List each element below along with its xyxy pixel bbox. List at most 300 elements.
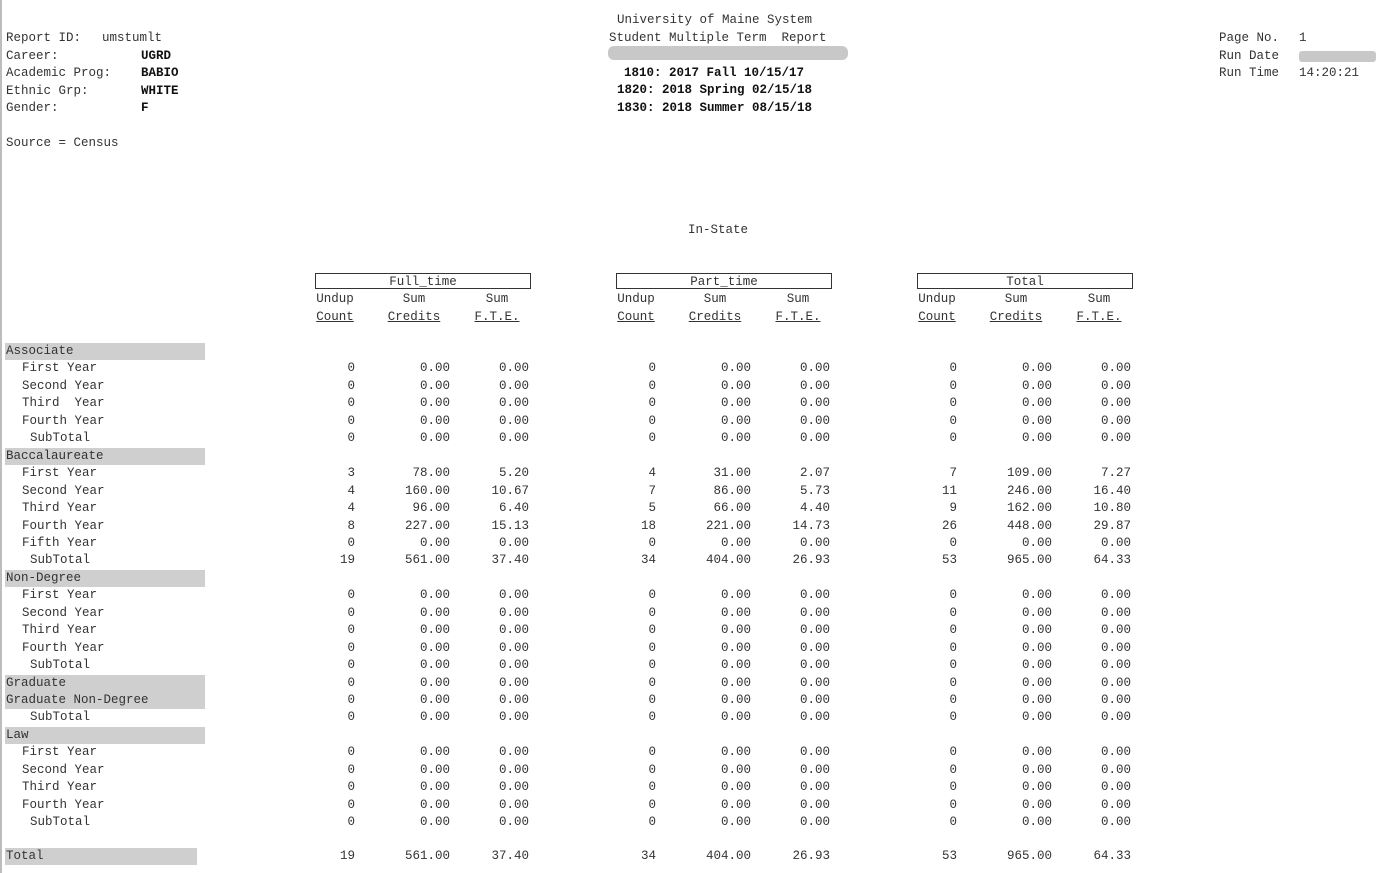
cell-value: 0.00 xyxy=(720,780,751,795)
cell-value: 0.00 xyxy=(419,396,450,411)
cell-value: 78.00 xyxy=(412,466,450,481)
table-row xyxy=(0,483,1381,501)
cell-value: 3 xyxy=(347,466,355,481)
cell-value: 561.00 xyxy=(404,553,450,568)
category-row xyxy=(0,448,1381,466)
cell-value: 0 xyxy=(949,693,957,707)
cell-value: 53 xyxy=(941,553,957,568)
subtotal-row xyxy=(0,430,1381,448)
cell-value: 16.40 xyxy=(1093,483,1131,498)
cell-value: 0.00 xyxy=(720,605,751,620)
cell-value: 0 xyxy=(347,815,355,830)
cell-value: 5.73 xyxy=(799,483,830,498)
cell-value: 0 xyxy=(347,780,355,795)
category-row xyxy=(0,692,1381,710)
cell-value: 0 xyxy=(949,378,957,393)
cell-value: 15.13 xyxy=(491,518,529,533)
total-row xyxy=(0,848,1381,866)
table-row xyxy=(0,413,1381,431)
cell-value: 0 xyxy=(648,431,656,446)
table-row xyxy=(0,518,1381,536)
header-field-value: WHITE xyxy=(141,83,179,98)
cell-value: 26.93 xyxy=(792,849,830,863)
cell-value: 0.00 xyxy=(419,431,450,446)
cell-value: 0.00 xyxy=(1100,762,1131,777)
row-label: Second Year xyxy=(22,762,105,777)
table-row xyxy=(0,744,1381,762)
cell-value: 0.00 xyxy=(419,693,450,707)
cell-value: 0 xyxy=(347,658,355,673)
cell-value: 0 xyxy=(648,396,656,411)
cell-value: 0.00 xyxy=(1100,605,1131,620)
row-label: Second Year xyxy=(22,483,105,498)
cell-value: 0.00 xyxy=(419,605,450,620)
row-label: Graduate Non-Degree xyxy=(6,693,149,707)
cell-value: 0.00 xyxy=(419,623,450,638)
row-label: Graduate xyxy=(6,675,67,690)
cell-value: 7.27 xyxy=(1100,466,1131,481)
cell-value: 0 xyxy=(648,675,656,690)
cell-value: 0.00 xyxy=(498,675,529,690)
header-field-label: Academic Prog: xyxy=(6,66,112,80)
cell-value: 0.00 xyxy=(799,797,830,812)
row-label: SubTotal xyxy=(30,431,91,446)
category-row xyxy=(0,727,1381,745)
cell-value: 37.40 xyxy=(491,849,529,863)
cell-value: 0 xyxy=(347,605,355,620)
cell-value: 162.00 xyxy=(1006,501,1052,516)
cell-value: 0.00 xyxy=(498,396,529,411)
cell-value: 0.00 xyxy=(799,658,830,673)
cell-value: 0.00 xyxy=(799,378,830,393)
cell-value: 53 xyxy=(941,849,957,863)
cell-value: 0.00 xyxy=(419,378,450,393)
cell-value: 0.00 xyxy=(498,431,529,446)
cell-value: 18 xyxy=(640,518,656,533)
table-row xyxy=(0,587,1381,605)
cell-value: 0.00 xyxy=(799,431,830,446)
cell-value: 0.00 xyxy=(1100,745,1131,760)
column-header-top: Undup xyxy=(617,292,655,306)
row-label: Third Year xyxy=(22,623,98,638)
cell-value: 0.00 xyxy=(1100,413,1131,428)
cell-value: 11 xyxy=(941,483,957,498)
cell-value: 0 xyxy=(949,675,957,690)
column-header-top: Undup xyxy=(316,292,354,306)
cell-value: 0.00 xyxy=(498,623,529,638)
cell-value: 0.00 xyxy=(799,710,830,725)
cell-value: 0.00 xyxy=(1100,797,1131,812)
cell-value: 0.00 xyxy=(498,797,529,812)
cell-value: 10.67 xyxy=(491,483,529,498)
column-header-bottom: Count xyxy=(617,310,655,324)
cell-value: 37.40 xyxy=(491,553,529,568)
subtotal-row xyxy=(0,657,1381,675)
cell-value: 0.00 xyxy=(720,623,751,638)
cell-value: 7 xyxy=(949,466,957,481)
cell-value: 0 xyxy=(949,797,957,812)
column-header-top: Sum xyxy=(786,292,810,306)
cell-value: 0.00 xyxy=(498,815,529,830)
cell-value: 0.00 xyxy=(498,378,529,393)
cell-value: 0 xyxy=(347,693,355,707)
header-field-value: BABIO xyxy=(141,66,179,80)
row-label: Law xyxy=(6,727,29,742)
subtotal-row xyxy=(0,709,1381,727)
category-row xyxy=(0,675,1381,693)
cell-value: 0.00 xyxy=(799,640,830,655)
cell-value: 0.00 xyxy=(1021,815,1052,830)
cell-value: 0.00 xyxy=(720,745,751,760)
cell-value: 0 xyxy=(949,431,957,446)
cell-value: 0.00 xyxy=(1021,605,1052,620)
cell-value: 0.00 xyxy=(1021,431,1052,446)
cell-value: 0 xyxy=(648,762,656,777)
row-label: Fourth Year xyxy=(22,797,105,812)
row-label: Associate xyxy=(6,344,74,358)
cell-value: 0.00 xyxy=(799,605,830,620)
cell-value: 0.00 xyxy=(498,780,529,795)
cell-value: 19 xyxy=(339,849,355,863)
cell-value: 0.00 xyxy=(498,361,529,376)
cell-value: 0.00 xyxy=(419,640,450,655)
cell-value: 0.00 xyxy=(1100,710,1131,725)
row-label: Fourth Year xyxy=(22,640,105,655)
cell-value: 0.00 xyxy=(1100,588,1131,603)
cell-value: 0.00 xyxy=(1021,535,1052,550)
cell-value: 64.33 xyxy=(1093,553,1131,568)
cell-value: 0 xyxy=(949,413,957,428)
header-field-label: Ethnic Grp: xyxy=(6,83,89,98)
cell-value: 221.00 xyxy=(705,518,751,533)
cell-value: 0 xyxy=(347,535,355,550)
column-header-top: Sum xyxy=(485,292,509,306)
column-header-top: Sum xyxy=(1004,292,1028,306)
cell-value: 0 xyxy=(347,431,355,446)
cell-value: 0 xyxy=(347,396,355,411)
group-header-total: Total xyxy=(917,273,1133,289)
cell-value: 0.00 xyxy=(419,762,450,777)
cell-value: 0 xyxy=(648,623,656,638)
cell-value: 9 xyxy=(949,501,957,516)
cell-value: 0.00 xyxy=(1021,745,1052,760)
cell-value: 0 xyxy=(949,396,957,411)
cell-value: 0.00 xyxy=(1100,431,1131,446)
cell-value: 0.00 xyxy=(1021,658,1052,673)
cell-value: 0.00 xyxy=(720,535,751,550)
cell-value: 0.00 xyxy=(720,361,751,376)
cell-value: 5 xyxy=(648,501,656,516)
cell-value: 0.00 xyxy=(799,762,830,777)
row-label: SubTotal xyxy=(30,658,91,673)
row-label: Third Year xyxy=(22,501,98,516)
column-header-bottom: F.T.E. xyxy=(775,310,821,324)
table-row xyxy=(0,797,1381,815)
cell-value: 0 xyxy=(949,623,957,638)
cell-value: 0 xyxy=(648,378,656,393)
row-label: First Year xyxy=(22,466,98,481)
cell-value: 0.00 xyxy=(1100,623,1131,638)
cell-value: 0.00 xyxy=(720,588,751,603)
row-label: Baccalaureate xyxy=(6,448,104,463)
term-line-1: 1810: 2017 Fall 10/15/17 xyxy=(624,66,805,80)
cell-value: 0.00 xyxy=(419,815,450,830)
term-line-3: 1830: 2018 Summer 08/15/18 xyxy=(617,101,813,115)
row-label: Fifth Year xyxy=(22,535,98,550)
cell-value: 0.00 xyxy=(498,588,529,603)
cell-value: 448.00 xyxy=(1006,518,1052,533)
cell-value: 0 xyxy=(648,605,656,620)
cell-value: 34 xyxy=(640,849,656,863)
cell-value: 0 xyxy=(949,815,957,830)
cell-value: 0.00 xyxy=(1100,378,1131,393)
cell-value: 0 xyxy=(648,361,656,376)
cell-value: 0.00 xyxy=(799,780,830,795)
cell-value: 14.73 xyxy=(792,518,830,533)
cell-value: 0.00 xyxy=(720,640,751,655)
row-label: SubTotal xyxy=(30,553,91,568)
header-field-value: UGRD xyxy=(141,48,172,63)
row-label: First Year xyxy=(22,361,98,376)
cell-value: 561.00 xyxy=(404,849,450,863)
cell-value: 0.00 xyxy=(1021,378,1052,393)
cell-value: 0 xyxy=(949,745,957,760)
cell-value: 0.00 xyxy=(498,710,529,725)
cell-value: 0.00 xyxy=(498,762,529,777)
cell-value: 965.00 xyxy=(1006,553,1052,568)
report-subtitle: Student Multiple Term Report xyxy=(609,31,827,45)
cell-value: 64.33 xyxy=(1093,849,1131,863)
subtotal-row xyxy=(0,814,1381,832)
cell-value: 246.00 xyxy=(1006,483,1052,498)
group-header-part-time: Part_time xyxy=(616,273,832,289)
column-header-bottom: F.T.E. xyxy=(474,310,520,324)
cell-value: 34 xyxy=(640,553,656,568)
cell-value: 0.00 xyxy=(799,745,830,760)
category-row xyxy=(0,343,1381,361)
cell-value: 965.00 xyxy=(1006,849,1052,863)
cell-value: 0 xyxy=(347,675,355,690)
table-row xyxy=(0,605,1381,623)
cell-value: 0.00 xyxy=(720,693,751,707)
cell-value: 8 xyxy=(347,518,355,533)
cell-value: 0.00 xyxy=(1021,413,1052,428)
table-row xyxy=(0,465,1381,483)
table-row xyxy=(0,779,1381,797)
cell-value: 4 xyxy=(648,466,656,481)
cell-value: 0.00 xyxy=(799,815,830,830)
cell-value: 0.00 xyxy=(720,378,751,393)
cell-value: 0.00 xyxy=(1021,396,1052,411)
row-label: First Year xyxy=(22,745,98,760)
cell-value: 0.00 xyxy=(1100,396,1131,411)
category-row xyxy=(0,570,1381,588)
cell-value: 0.00 xyxy=(419,780,450,795)
cell-value: 0 xyxy=(648,780,656,795)
cell-value: 6.40 xyxy=(498,501,529,516)
cell-value: 19 xyxy=(339,553,355,568)
column-header-bottom: Credits xyxy=(387,310,441,324)
cell-value: 0 xyxy=(347,413,355,428)
cell-value: 26 xyxy=(941,518,957,533)
cell-value: 0.00 xyxy=(419,588,450,603)
header-field-label: Career: xyxy=(6,48,59,63)
cell-value: 0 xyxy=(949,658,957,673)
cell-value: 0.00 xyxy=(1021,762,1052,777)
table-row xyxy=(0,360,1381,378)
cell-value: 0.00 xyxy=(419,797,450,812)
cell-value: 0.00 xyxy=(1021,693,1052,707)
cell-value: 0 xyxy=(347,588,355,603)
cell-value: 0.00 xyxy=(799,693,830,707)
cell-value: 0.00 xyxy=(419,413,450,428)
table-row xyxy=(0,640,1381,658)
cell-value: 0.00 xyxy=(799,623,830,638)
cell-value: 4 xyxy=(347,483,355,498)
header-field-value: umstumlt xyxy=(102,31,163,45)
cell-value: 0 xyxy=(347,745,355,760)
column-header-bottom: Count xyxy=(316,310,354,324)
table-row xyxy=(0,378,1381,396)
header-field-label: Gender: xyxy=(6,101,59,115)
cell-value: 0 xyxy=(648,658,656,673)
cell-value: 160.00 xyxy=(404,483,450,498)
column-header-bottom: Credits xyxy=(989,310,1043,324)
cell-value: 0.00 xyxy=(799,588,830,603)
cell-value: 0.00 xyxy=(720,413,751,428)
cell-value: 404.00 xyxy=(705,553,751,568)
cell-value: 0.00 xyxy=(419,675,450,690)
run-date-label: Run Date xyxy=(1219,49,1280,63)
column-header-bottom: Count xyxy=(918,310,956,324)
header-field-label: Report ID: xyxy=(6,31,82,45)
table-row xyxy=(0,535,1381,553)
cell-value: 4.40 xyxy=(799,501,830,516)
table-row xyxy=(0,762,1381,780)
cell-value: 0.00 xyxy=(1021,623,1052,638)
cell-value: 4 xyxy=(347,501,355,516)
cell-value: 0 xyxy=(347,378,355,393)
cell-value: 0.00 xyxy=(720,797,751,812)
cell-value: 0.00 xyxy=(799,675,830,690)
cell-value: 0.00 xyxy=(1100,640,1131,655)
cell-value: 29.87 xyxy=(1093,518,1131,533)
cell-value: 0.00 xyxy=(1021,588,1052,603)
redacted-block xyxy=(608,46,848,60)
run-time-value: 14:20:21 xyxy=(1299,66,1360,80)
cell-value: 0 xyxy=(347,361,355,376)
cell-value: 0.00 xyxy=(498,658,529,673)
cell-value: 0.00 xyxy=(1021,675,1052,690)
cell-value: 0.00 xyxy=(720,675,751,690)
cell-value: 0 xyxy=(949,361,957,376)
column-header-top: Sum xyxy=(1087,292,1111,306)
cell-value: 227.00 xyxy=(404,518,450,533)
cell-value: 10.80 xyxy=(1093,501,1131,516)
cell-value: 0.00 xyxy=(799,413,830,428)
cell-value: 0.00 xyxy=(720,815,751,830)
row-label: Second Year xyxy=(22,378,105,393)
cell-value: 96.00 xyxy=(412,501,450,516)
cell-value: 109.00 xyxy=(1006,466,1052,481)
cell-value: 0 xyxy=(347,640,355,655)
cell-value: 0 xyxy=(347,623,355,638)
cell-value: 0.00 xyxy=(1021,797,1052,812)
cell-value: 0.00 xyxy=(720,396,751,411)
cell-value: 31.00 xyxy=(713,466,751,481)
cell-value: 0 xyxy=(949,762,957,777)
cell-value: 0 xyxy=(648,710,656,725)
cell-value: 0.00 xyxy=(720,431,751,446)
cell-value: 0.00 xyxy=(419,535,450,550)
run-time-label: Run Time xyxy=(1219,66,1280,80)
cell-value: 0.00 xyxy=(799,361,830,376)
cell-value: 0 xyxy=(648,413,656,428)
cell-value: 0.00 xyxy=(799,396,830,411)
cell-value: 0.00 xyxy=(1021,780,1052,795)
cell-value: 0 xyxy=(347,762,355,777)
table-row xyxy=(0,395,1381,413)
subtotal-row xyxy=(0,552,1381,570)
cell-value: 0.00 xyxy=(1100,693,1131,707)
cell-value: 5.20 xyxy=(498,466,529,481)
cell-value: 0.00 xyxy=(1100,535,1131,550)
page-no-value: 1 xyxy=(1299,31,1307,45)
column-header-top: Undup xyxy=(918,292,956,306)
cell-value: 0.00 xyxy=(498,605,529,620)
cell-value: 0.00 xyxy=(419,710,450,725)
header-field-value: F xyxy=(141,101,149,115)
cell-value: 0.00 xyxy=(720,658,751,673)
cell-value: 0.00 xyxy=(419,361,450,376)
cell-value: 0 xyxy=(949,780,957,795)
row-label: Third Year xyxy=(22,396,105,411)
report-title: University of Maine System xyxy=(617,13,813,27)
cell-value: 0.00 xyxy=(720,710,751,725)
term-line-2: 1820: 2018 Spring 02/15/18 xyxy=(617,83,813,97)
cell-value: 0.00 xyxy=(498,535,529,550)
cell-value: 0.00 xyxy=(1100,815,1131,830)
cell-value: 0.00 xyxy=(1100,675,1131,690)
cell-value: 0.00 xyxy=(498,745,529,760)
cell-value: 0.00 xyxy=(419,658,450,673)
column-header-top: Sum xyxy=(703,292,727,306)
cell-value: 0 xyxy=(648,640,656,655)
cell-value: 404.00 xyxy=(705,849,751,863)
row-label: SubTotal xyxy=(30,710,91,725)
table-row xyxy=(0,500,1381,518)
cell-value: 0 xyxy=(648,745,656,760)
source-label: Source = Census xyxy=(6,136,119,150)
column-header-top: Sum xyxy=(402,292,426,306)
row-label: First Year xyxy=(22,588,98,603)
cell-value: 2.07 xyxy=(799,466,830,481)
cell-value: 0 xyxy=(949,535,957,550)
cell-value: 0.00 xyxy=(498,413,529,428)
cell-value: 0 xyxy=(648,535,656,550)
cell-value: 0.00 xyxy=(799,535,830,550)
cell-value: 26.93 xyxy=(792,553,830,568)
redacted-run-date xyxy=(1299,51,1376,62)
cell-value: 0.00 xyxy=(720,762,751,777)
cell-value: 0.00 xyxy=(419,745,450,760)
row-label: Non-Degree xyxy=(6,570,82,585)
cell-value: 0.00 xyxy=(1100,780,1131,795)
cell-value: 0 xyxy=(949,710,957,725)
cell-value: 0 xyxy=(949,605,957,620)
cell-value: 0 xyxy=(949,588,957,603)
cell-value: 0 xyxy=(648,588,656,603)
